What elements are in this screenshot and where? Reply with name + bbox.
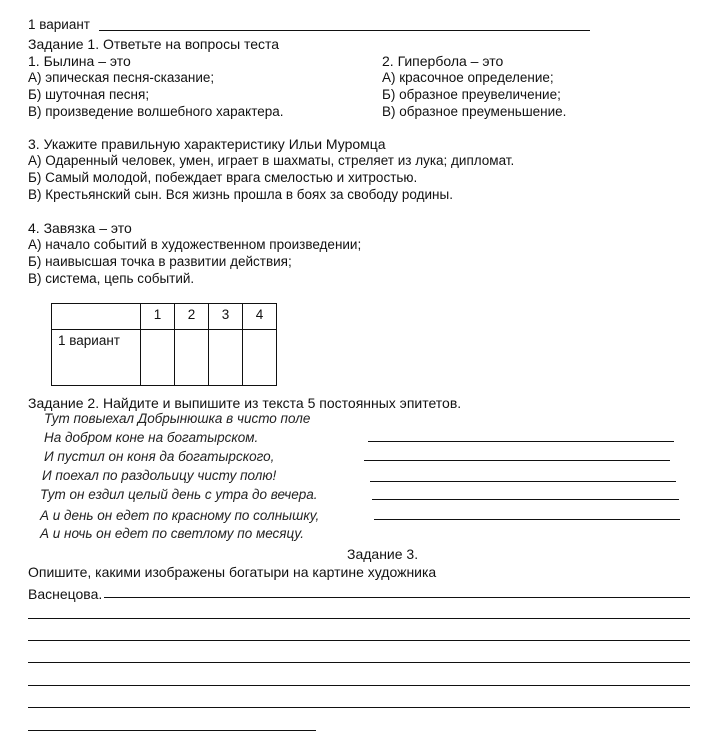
q2-option-c: В) образное преуменьшение.: [382, 104, 567, 119]
answer-cell-1[interactable]: [141, 330, 175, 386]
q2-title: 2. Гипербола – это: [382, 53, 504, 69]
answer-cell-2[interactable]: [175, 330, 209, 386]
description-line-5[interactable]: [28, 685, 690, 686]
q3-title: 3. Укажите правильную характеристику Ильи Муромца: [28, 136, 386, 152]
task1-title: Задание 1. Ответьте на вопросы теста: [28, 36, 280, 52]
description-line-7[interactable]: [28, 730, 316, 731]
description-line-4[interactable]: [28, 662, 690, 663]
answer-table-header-row: [52, 304, 277, 330]
description-line-2[interactable]: [28, 618, 690, 619]
q3-option-b: Б) Самый молодой, побеждает врага смелостью и хитростью.: [28, 170, 418, 185]
q1-title: 1. Былина – это: [28, 53, 131, 69]
answer-cell-3[interactable]: [209, 330, 243, 386]
poem-line-2: На добром коне на богатырском.: [44, 430, 259, 445]
q3-option-a: А) Одаренный человек, умен, играет в шахматы, стреляет из лука; дипломат.: [28, 153, 515, 168]
epithet-answer-line-1[interactable]: [368, 441, 674, 442]
task3-question-line1: Опишите, какими изображены богатыри на картине художника: [28, 564, 437, 580]
q4-option-a: А) начало событий в художественном произведении;: [28, 237, 362, 252]
answer-table-header-4: 4: [243, 304, 277, 330]
variant-label: 1 вариант: [28, 17, 90, 32]
q2-option-a: А) красочное определение;: [382, 70, 554, 85]
name-blank-line: [99, 30, 590, 31]
epithet-answer-line-4[interactable]: [372, 499, 679, 500]
epithet-answer-line-2[interactable]: [364, 460, 670, 461]
answer-cell-4[interactable]: [243, 330, 277, 386]
task2-title: Задание 2. Найдите и выпишите из текста 5 постоянных эпитетов.: [28, 395, 462, 411]
answer-table-row: [52, 330, 277, 386]
description-line-6[interactable]: [28, 707, 690, 708]
epithet-answer-line-5[interactable]: [374, 519, 680, 520]
epithet-answer-line-3[interactable]: [370, 481, 676, 482]
description-line-1[interactable]: [104, 597, 690, 598]
q4-title: 4. Завязка – это: [28, 220, 132, 236]
answer-table-header-3: 3: [209, 304, 243, 330]
answer-table-header-1: 1: [141, 304, 175, 330]
q3-option-c: В) Крестьянский сын. Вся жизнь прошла в боях за свободу родины.: [28, 187, 453, 202]
answer-table-corner-cell: [52, 304, 141, 330]
description-line-3[interactable]: [28, 640, 690, 641]
q4-option-c: В) система, цепь событий.: [28, 271, 195, 286]
q1-option-a: А) эпическая песня-сказание;: [28, 70, 215, 85]
poem-line-6: А и день он едет по красному по солнышку,: [40, 508, 320, 523]
poem-line-5: Тут он ездил целый день с утра до вечера.: [40, 487, 318, 502]
task3-title: Задание 3.: [347, 546, 419, 562]
q2-option-b: Б) образное преувеличение;: [382, 87, 561, 102]
poem-line-4: И поехал по раздольицу чисту полю!: [42, 468, 277, 483]
poem-line-1: Тут повыехал Добрынюшка в чисто поле: [44, 411, 311, 426]
answer-table: [51, 303, 277, 386]
task3-question-line2: Васнецова.: [28, 586, 103, 602]
q1-option-c: В) произведение волшебного характера.: [28, 104, 284, 119]
answer-table-header-2: 2: [175, 304, 209, 330]
poem-line-7: А и ночь он едет по светлому по месяцу.: [40, 526, 304, 541]
q4-option-b: Б) наивысшая точка в развитии действия;: [28, 254, 292, 269]
q1-option-b: Б) шуточная песня;: [28, 87, 150, 102]
answer-table-row-label: 1 вариант: [52, 330, 141, 386]
poem-line-3: И пустил он коня да богатырского,: [44, 449, 275, 464]
